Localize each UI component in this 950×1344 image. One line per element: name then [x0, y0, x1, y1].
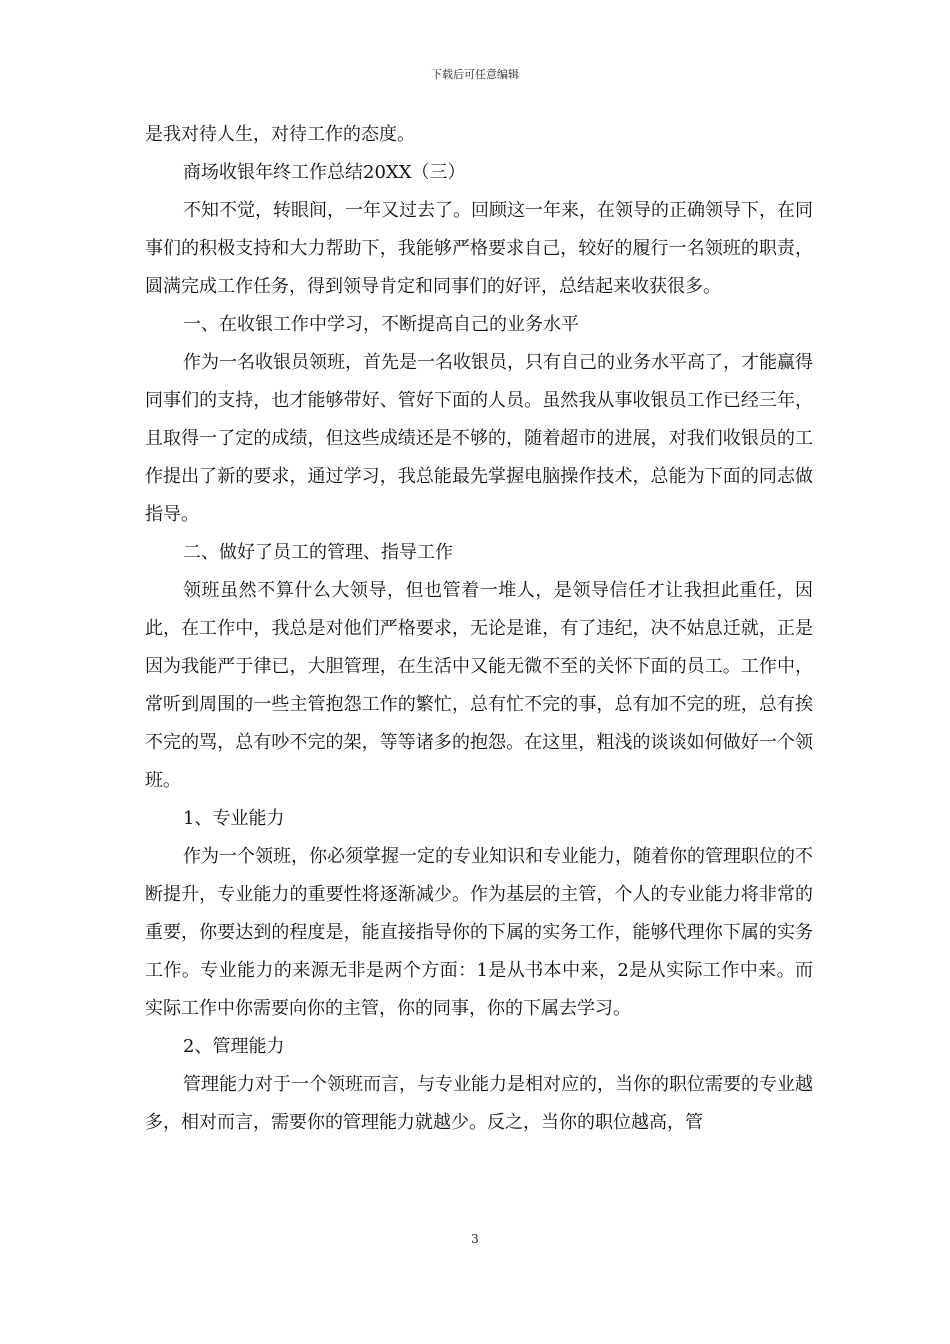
paragraph: 作为一名收银员领班，首先是一名收银员，只有自己的业务水平高了，才能赢得同事们的支持，也才能够带好、管好下面的人员。虽然我从事收银员工作已经三年，且取得一了定的成绩，但这些成绩还是不够的，随着超市的进展，对我们收银员的工作提出了新的要求，通过学习，我总能最先掌握电脑操作技术，总能为下面的同志做指导。 — [145, 352, 813, 525]
subsection-heading: 2、管理能力 — [183, 1036, 285, 1057]
document-body — [145, 116, 813, 1142]
paragraph: 作为一个领班，你必须掌握一定的专业知识和专业能力，随着你的管理职位的不断提升，专业能力的重要性将逐渐减少。作为基层的主管，个人的专业能力将非常的重要，你要达到的程度是，能直接指导你的下属的实务工作，能够代理你下属的实务工作。专业能力的来源无非是两个方面：1是从书本中来，2是从实际工作中来。而实际工作中你需要向你的主管，你的同事，你的下属去学习。 — [145, 846, 813, 1019]
section-title: 商场收银年终工作总结20XX（三） — [183, 162, 466, 183]
page-number: 3 — [471, 1232, 479, 1246]
subsection-heading: 1、专业能力 — [183, 808, 285, 829]
section-heading: 一、在收银工作中学习，不断提高自己的业务水平 — [183, 314, 579, 335]
paragraph: 管理能力对于一个领班而言，与专业能力是相对应的，当你的职位需要的专业越多，相对而言，需要你的管理能力就越少。反之，当你的职位越高，管 — [145, 1074, 813, 1133]
section-heading: 二、做好了员工的管理、指导工作 — [183, 542, 453, 563]
paragraph: 领班虽然不算什么大领导，但也管着一堆人，是领导信任才让我担此重任，因此，在工作中，我总是对他们严格要求，无论是谁，有了违纪，决不姑息迁就，正是因为我能严于律已，大胆管理，在生活中又能无微不至的关怀下面的员工。工作中，常听到周围的一些主管抱怨工作的繁忙，总有忙不完的事，总有加不完的班，总有挨不完的骂，总有吵不完的架，等等诸多的抱怨。在这里，粗浅的谈谈如何做好一个领班。 — [145, 580, 813, 791]
page-header: 下载后可任意编辑 — [431, 68, 519, 81]
paragraph: 不知不觉，转眼间，一年又过去了。回顾这一年来，在领导的正确领导下，在同事们的积极支持和大力帮助下，我能够严格要求自己，较好的履行一名领班的职责，圆满完成工作任务，得到领导肯定和同事们的好评，总结起来收获很多。 — [145, 200, 813, 297]
paragraph: 是我对待人生，对待工作的态度。 — [145, 124, 415, 145]
